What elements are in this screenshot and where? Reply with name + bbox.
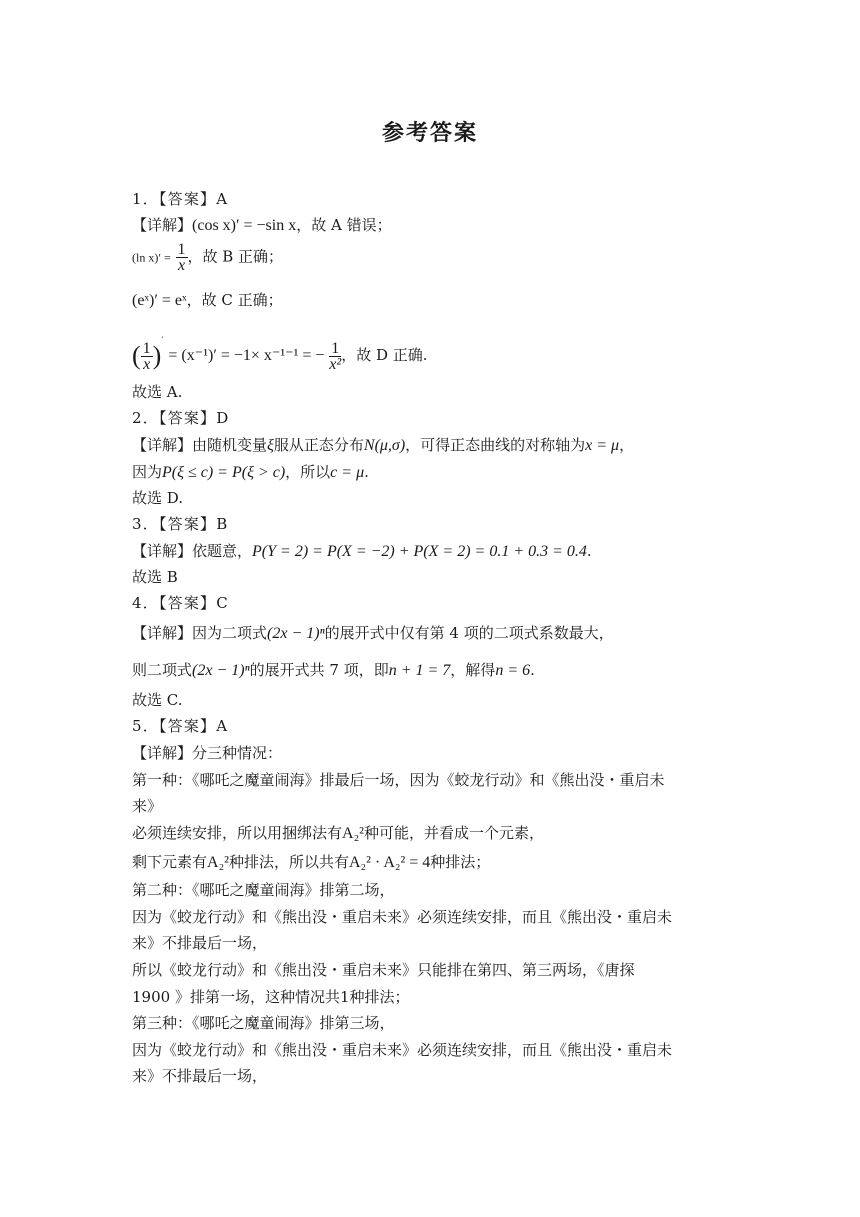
math-perm: A₂² [342, 825, 364, 842]
math-prob: P(ξ ≤ c) = P(ξ > c) [162, 464, 286, 481]
text-segment: . [530, 661, 535, 679]
q5-line: 来》不排最后一场， [132, 1067, 268, 1085]
q1-conclusion: 故选 A. [132, 383, 183, 401]
text-segment: 【详解】因为二项式 [132, 624, 268, 642]
text-segment: 服从正态分布 [273, 436, 364, 454]
q2-answer: 2．【答案】D [132, 409, 230, 427]
formula-b-frac [176, 242, 188, 273]
q5-line: 第一种：《哪吒之魔童闹海》排最后一场，因为《蛟龙行动》和《熊出没・重启未 [132, 771, 665, 789]
math-perm: A₂² [207, 854, 229, 871]
text-segment: 因为 [132, 463, 163, 481]
detail-label: 【详解】 [132, 216, 193, 234]
text-segment: 的展开式中仅有第 4 项的二项式系数最大， [324, 624, 614, 642]
text-segment: 【详解】由随机变量 [132, 436, 268, 454]
q5-line [132, 823, 544, 844]
q4-conclusion: 故选 C. [132, 691, 183, 709]
paren-open: ( [132, 341, 141, 370]
q3-detail [132, 541, 592, 562]
q2-conclusion: 故选 D. [132, 489, 184, 507]
q2-line2 [132, 462, 369, 483]
text-segment: ，可得正态曲线的对称轴为 [405, 436, 586, 454]
text-segment: ，所以 [285, 463, 331, 481]
q3-answer: 3．【答案】B [132, 515, 229, 533]
formula-a-text: ，故 A 错误； [296, 216, 392, 234]
frac-numerator: 1 [142, 339, 151, 357]
text-segment: 种排法，所以共有 [228, 853, 349, 871]
text-segment: 的展开式共 7 项，即 [249, 661, 389, 679]
formula-b-text: ，故 B 正确； [187, 247, 284, 266]
math-normal: N(μ,σ) [363, 437, 406, 454]
text-segment: 必须连续安排，所以用捆绑法有 [132, 824, 343, 842]
q5-line [132, 852, 490, 873]
formula-c: (eˣ)′ = eˣ [132, 292, 187, 309]
q5-line: 因为《蛟龙行动》和《熊出没・重启未来》必须连续安排，而且《熊出没・重启未 [132, 908, 673, 926]
formula-d-mid: = (x⁻¹)′ = −1× x⁻¹⁻¹ = − [168, 347, 325, 364]
formula-d-frac2 [329, 341, 341, 372]
text-segment: ， [619, 436, 635, 454]
formula-b-lhs: (ln x)′ = [132, 250, 171, 265]
formula-c-text: ，故 C 正确； [186, 291, 283, 309]
q5-line: 来》 [132, 797, 163, 815]
frac-denominator: x [143, 355, 151, 373]
q4-line2 [132, 660, 535, 681]
q5-line: 1900 》排第一场，这种情况共1种排法； [132, 988, 410, 1006]
text-segment: 剩下元素有 [132, 853, 208, 871]
q4-answer: 4．【答案】C [132, 594, 229, 612]
text-segment: 种排法； [430, 853, 491, 871]
q5-line: 来》不排最后一场， [132, 934, 268, 952]
frac-numerator: 1 [331, 339, 340, 357]
q2-line1 [132, 435, 634, 456]
page-title: 参考答案 [381, 120, 478, 146]
math-binomial: (2x − 1)ⁿ [192, 662, 250, 679]
formula-a: (cos x)′ = −sin x [192, 217, 297, 234]
q5-line: 第三种：《哪吒之魔童闹海》排第三场， [132, 1014, 395, 1032]
q4-line1 [132, 623, 614, 644]
math-result: c = μ [330, 464, 365, 481]
q1-detail-c [132, 290, 283, 311]
q1-detail-b [132, 242, 283, 276]
formula-d-text: ，故 D 正确. [341, 346, 428, 364]
text-segment: . [364, 463, 369, 481]
math-prob: P(Y = 2) = P(X = −2) + P(X = 2) = 0.1 + 0.3 = 0.4 [252, 543, 587, 560]
text-segment: 则二项式 [132, 661, 193, 679]
text-segment: ，解得 [450, 661, 496, 679]
prime-mark: ′ [161, 336, 164, 347]
q5-line: 因为《蛟龙行动》和《熊出没・重启未来》必须连续安排，而且《熊出没・重启未 [132, 1041, 673, 1059]
q5-line: 【详解】分三种情况： [132, 744, 283, 762]
q1-detail-d [132, 332, 428, 372]
q5-line: 第二种：《哪吒之魔童闹海》排第二场， [132, 881, 395, 899]
math-result: n = 6 [495, 662, 531, 679]
text-segment: 种可能，并看成一个元素， [363, 824, 544, 842]
math-binomial: (2x − 1)ⁿ [267, 625, 325, 642]
frac-denominator: x² [329, 355, 342, 373]
math-axis: x = μ [585, 437, 620, 454]
text-segment: . [586, 542, 592, 560]
q1-detail-a [132, 215, 392, 236]
frac-numerator: 1 [177, 241, 186, 258]
frac-denominator: x [177, 257, 186, 274]
formula-d-frac [141, 341, 153, 372]
math-eq: n + 1 = 7 [388, 662, 451, 679]
q5-line: 所以《蛟龙行动》和《熊出没・重启未来》只能排在第四、第三两场，《唐探 [132, 961, 635, 979]
math-xi: ξ [267, 437, 274, 454]
q1-answer: 1．【答案】A [132, 190, 229, 208]
q5-answer: 5．【答案】A [132, 717, 229, 735]
math-product: A₂² · A₂² = 4 [348, 854, 431, 871]
text-segment: 【详解】依题意， [132, 542, 253, 560]
q3-conclusion: 故选 B [132, 568, 178, 586]
paren-close: ) [152, 341, 162, 370]
